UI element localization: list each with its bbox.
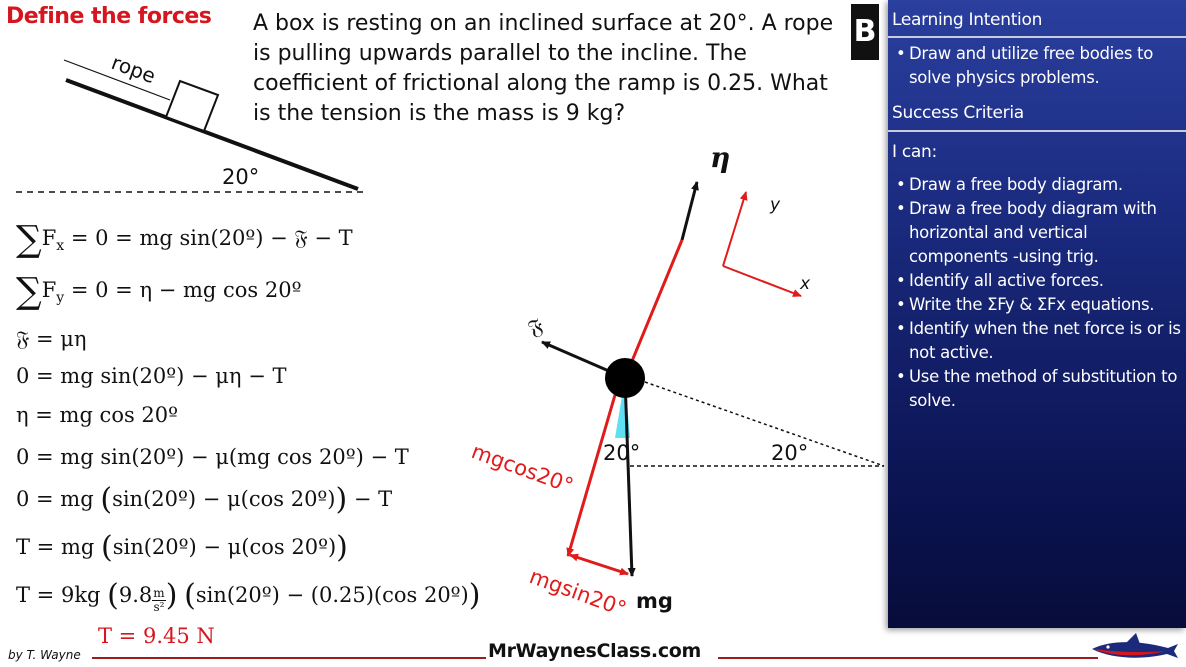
axis-x-label: x	[800, 274, 811, 294]
equation-tension-values	[16, 578, 481, 614]
section-badge: B	[851, 4, 879, 60]
shark-logo-icon	[1090, 633, 1180, 667]
equation-factored	[16, 482, 393, 517]
panel-divider	[888, 36, 1186, 38]
footer-divider-left	[92, 657, 486, 659]
angle-label-left: 20°	[603, 441, 641, 465]
friction-label: 𝔉	[524, 313, 548, 342]
eq-term: 9.8	[118, 583, 153, 607]
eq-subscript: x	[56, 238, 65, 254]
footer-divider-right	[718, 657, 1098, 659]
equation-tension	[16, 530, 348, 565]
eq-paren: (	[100, 530, 113, 565]
free-body-diagram	[468, 141, 884, 621]
eq-paren: )	[335, 482, 348, 517]
y-axis-arrow	[723, 192, 746, 266]
normal-force-arrow-red	[625, 240, 682, 378]
sigma-symbol: ∑	[16, 271, 42, 312]
incline-sketch	[16, 50, 365, 192]
parallel-component-label: mgsin20°	[526, 564, 630, 622]
list-item: • Identify all active forces.	[896, 269, 1186, 293]
eq-paren: (	[107, 578, 119, 613]
list-item: • Draw a free body diagram.	[896, 173, 1186, 197]
perp-component-label: mgcos20°	[468, 439, 577, 499]
equation-sum-fy	[16, 271, 302, 312]
equation-friction: 𝔉 = μη	[16, 327, 87, 351]
eq-paren: )	[336, 530, 348, 565]
equation-normal: η = mg cos 20º	[16, 403, 179, 427]
eq-term: T = mg	[16, 535, 101, 559]
eq-paren: (	[184, 578, 196, 613]
author-credit: by T. Wayne	[8, 648, 81, 662]
gravity-label: mg	[636, 589, 673, 613]
eq-paren: )	[468, 578, 481, 613]
learning-intention-heading: Learning Intention	[892, 10, 1043, 30]
list-item: • Use the method of substitution to solve.	[896, 365, 1186, 413]
success-criteria-list	[896, 173, 1186, 413]
eq-term: = 0 = η − mg cos 20º	[64, 278, 302, 302]
x-axis-arrow	[723, 266, 801, 296]
box	[166, 81, 218, 131]
eq-term: sin(20º) − μ(cos 20º)	[112, 487, 336, 511]
equation-substituted-friction: 0 = mg sin(20º) − μη − T	[16, 364, 287, 388]
incline-angle-label: 20°	[222, 165, 260, 189]
answer: T = 9.45 N	[98, 624, 215, 648]
normal-label: η	[710, 141, 731, 174]
eq-fraction	[152, 587, 165, 614]
eq-paren: (	[100, 482, 113, 517]
eq-term: sin(20º) − (0.25)(cos 20º)	[195, 583, 469, 607]
success-criteria-heading: Success Criteria	[892, 103, 1024, 123]
learning-intention-list	[896, 42, 1186, 90]
eq-term: 0 = mg	[16, 487, 101, 511]
incline-dotted-line	[645, 382, 884, 466]
list-item: • Identify when the net force is or is not active.	[896, 317, 1186, 365]
mass-point	[605, 358, 645, 398]
eq-term: T = 9kg	[16, 583, 108, 607]
eq-term: F	[41, 226, 57, 250]
parallel-component-arrow	[570, 555, 628, 574]
eq-numerator: m	[153, 586, 165, 600]
problem-statement: A box is resting on an inclined surface at 20°. A rope is pulling upwards parallel to the incline. The coefficient of frictional along the ramp is 0.25. What is the tension is the mass is 9 kg?	[253, 11, 834, 126]
site-link[interactable]: MrWaynesClass.com	[488, 640, 702, 662]
normal-force-arrow	[682, 182, 697, 240]
eq-term: F	[41, 278, 57, 302]
eq-term: − T	[347, 487, 393, 511]
list-item: • Draw and utilize free bodies to solve physics problems.	[896, 42, 1186, 90]
learning-panel	[888, 0, 1186, 628]
sigma-symbol: ∑	[16, 219, 42, 260]
eq-paren: )	[165, 578, 178, 613]
panel-divider	[888, 130, 1186, 132]
angle-label-right: 20°	[771, 441, 809, 465]
equation-sum-fx	[16, 219, 353, 260]
i-can-heading: I can:	[892, 142, 937, 162]
list-item: • Draw a free body diagram with horizontal and vertical components -using trig.	[896, 197, 1186, 269]
slide-title: Define the forces	[6, 4, 212, 29]
eq-term: sin(20º) − μ(cos 20º)	[112, 535, 337, 559]
equation-substituted-normal: 0 = mg sin(20º) − μ(mg cos 20º) − T	[16, 445, 409, 469]
list-item: • Write the ΣFy & ΣFx equations.	[896, 293, 1186, 317]
gravity-arrow	[625, 378, 632, 576]
eq-denominator: s²	[153, 600, 165, 614]
eq-term: = 0 = mg sin(20º) − 𝔉 − T	[64, 226, 353, 250]
eq-subscript: y	[56, 290, 65, 306]
rope-label: rope	[108, 50, 159, 89]
axis-y-label: y	[770, 195, 781, 215]
